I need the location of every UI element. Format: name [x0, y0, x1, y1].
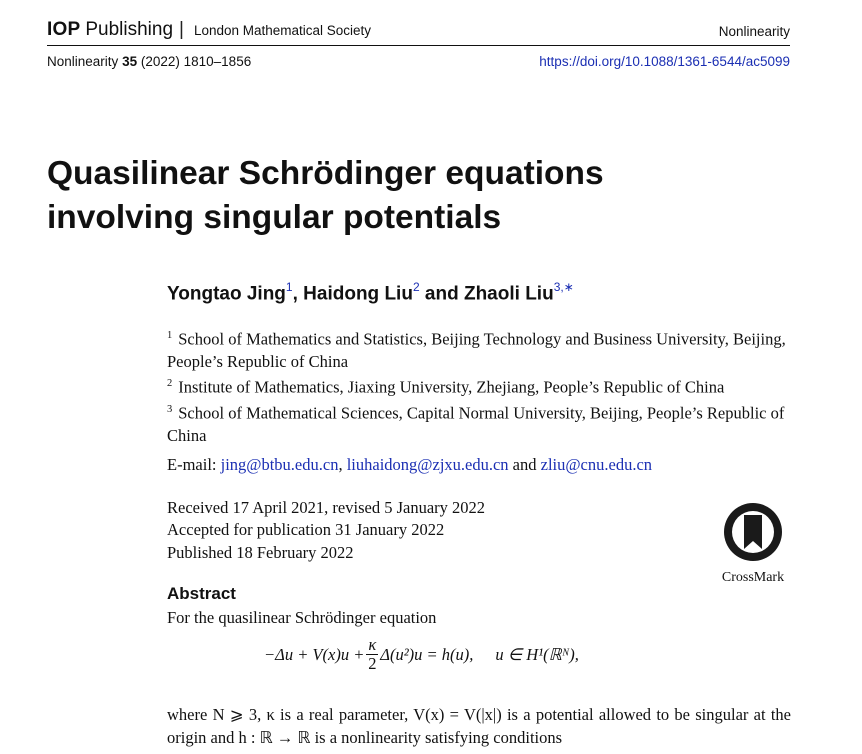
author-name: Yongtao Jing: [167, 283, 286, 305]
email-link[interactable]: zliu@cnu.edu.cn: [540, 455, 653, 474]
author-separator: ,: [292, 283, 304, 305]
author-affil-link[interactable]: 3,∗: [553, 280, 574, 294]
abstract-intro: For the quasilinear Schrödinger equation: [167, 608, 437, 627]
email-line: [167, 455, 652, 475]
crossmark-label: CrossMark: [721, 570, 785, 585]
header-separator: |: [179, 19, 184, 40]
abstract-heading: Abstract: [167, 584, 236, 603]
author-list: [167, 281, 574, 305]
header-rule: [47, 45, 790, 46]
crossmark-icon: [722, 501, 784, 563]
email-label: E-mail:: [167, 455, 221, 474]
equation-lhs-start: −Δu + V(x)u +: [264, 644, 365, 664]
email-separator: ,: [338, 455, 347, 474]
affiliation: [167, 325, 792, 373]
citation-volume: 35: [122, 54, 138, 69]
email-link[interactable]: liuhaidong@zjxu.edu.cn: [346, 455, 509, 474]
citation-year-pages: (2022) 1810–1856: [140, 54, 252, 69]
title-line-2: involving singular potentials: [47, 199, 502, 236]
doi-link[interactable]: https://doi.org/10.1088/1361-6544/ac5099: [539, 54, 790, 69]
equation-lhs-end: Δ(u²)u = h(u),: [380, 644, 474, 664]
crossmark-button[interactable]: [717, 501, 789, 586]
email-link[interactable]: jing@btbu.edu.cn: [220, 455, 339, 474]
affiliation-text: School of Mathematics and Statistics, Beijing Technology and Business University, Beijing, People’s Republic of China: [167, 329, 786, 371]
accepted-date: Accepted for publication 31 January 2022: [167, 520, 445, 540]
citation-journal: Nonlinearity: [47, 54, 119, 69]
iop-logo: IOP: [47, 19, 81, 40]
author-affil-link[interactable]: 2: [412, 280, 420, 294]
paper-title: [47, 152, 767, 240]
citation-line: [47, 54, 251, 69]
equation-domain: u ∈ H¹(ℝᴺ),: [495, 644, 579, 664]
fraction-numerator: κ: [368, 635, 377, 654]
published-date: Published 18 February 2022: [167, 542, 354, 562]
author-affil-link[interactable]: 1: [285, 280, 293, 294]
affiliation: [167, 399, 792, 447]
publisher-header: [47, 19, 371, 41]
author-separator: and: [419, 283, 464, 305]
affiliation-number: 1: [167, 330, 173, 341]
equation-fraction: [366, 636, 378, 673]
society-name: London Mathematical Society: [193, 23, 372, 38]
received-date: Received 17 April 2021, revised 5 January 2022: [167, 498, 486, 517]
affiliation: [167, 373, 792, 399]
abstract-text: where N ⩾ 3, κ is a real parameter, V(x) = V(|x|) is a potential allowed to be singular at the origin and h : ℝ → ℝ is a nonlinearity satisfying conditions: [167, 705, 791, 747]
title-line-1: Quasilinear Schrödinger equations: [47, 155, 604, 192]
author-name: Haidong Liu: [303, 283, 413, 305]
publication-dates: [167, 497, 485, 564]
fraction-denominator: 2: [368, 654, 377, 673]
author-name: Zhaoli Liu: [463, 283, 554, 305]
affiliation-list: [167, 325, 792, 447]
affiliation-text: Institute of Mathematics, Jiaxing University, Zhejiang, People’s Republic of China: [178, 377, 725, 397]
affiliation-number: 2: [167, 378, 173, 390]
publishing-label: Publishing: [85, 19, 174, 40]
journal-name: Nonlinearity: [718, 24, 790, 39]
affiliation-number: 3: [167, 403, 173, 415]
affiliation-text: School of Mathematical Sciences, Capital Normal University, Beijing, People’s Republic of China: [167, 403, 785, 445]
email-separator: and: [508, 455, 541, 474]
display-equation: [264, 636, 579, 673]
